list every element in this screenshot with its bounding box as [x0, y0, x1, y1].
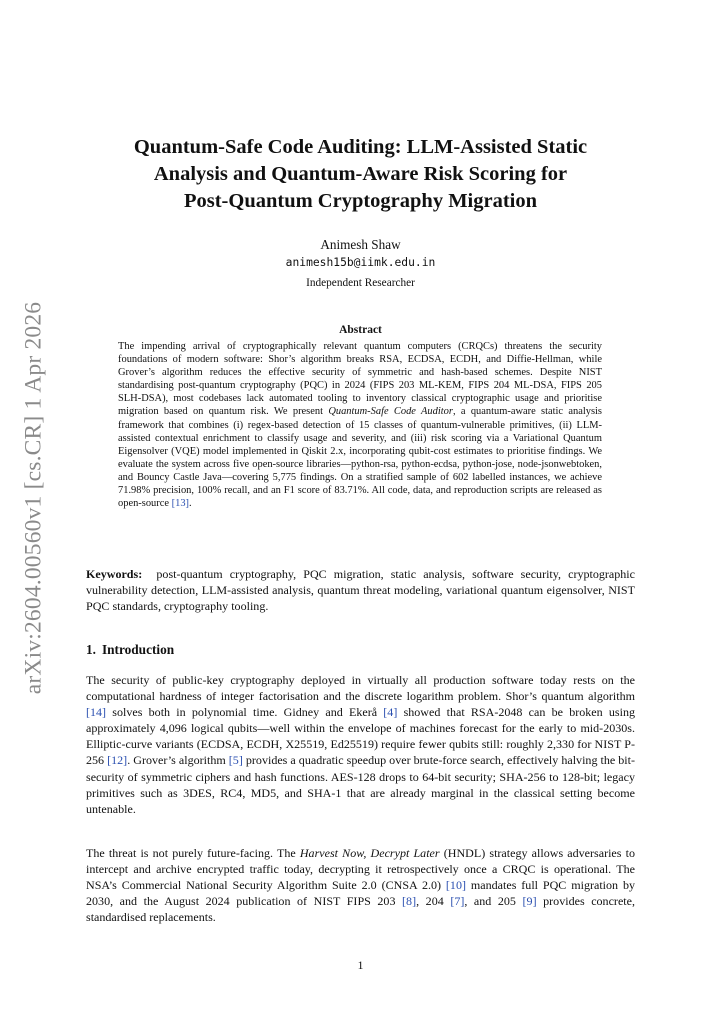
para-text: (HNDL) strategy allows adversaries to intercept and archive encrypted traffic today, decrypting it retrospectively once a CRQC is operational. The NSA’s Commercial National Security Algorithm Suite 2.0 (CNSA 2.0): [86, 846, 635, 893]
citation-link[interactable]: [5]: [228, 753, 243, 768]
para-text: The threat is not purely future-facing. The: [86, 846, 300, 860]
section-title: Introduction: [101, 642, 175, 657]
title-line-3: Post-Quantum Cryptography Migration: [183, 190, 538, 212]
para-text: provides concrete, standardised replacements.: [86, 894, 635, 925]
abstract-heading: Abstract: [339, 324, 382, 336]
para-text: , and 205: [464, 894, 523, 909]
keywords: [86, 566, 635, 614]
title-line-1: Quantum-Safe Code Auditing: LLM-Assisted Static: [133, 136, 588, 158]
author-affiliation: Independent Researcher: [306, 277, 415, 289]
intro-paragraph-2: [86, 845, 635, 925]
para-text: showed that RSA-2048 can be broken using approximately 4,096 logical qubits—well within the envelope of machines forecast for the early to mid-2030s. Elliptic-curve variants (ECDSA, ECDH, X25519, Ed25519) require fewer qubits still: roughly 2,330 for NIST P-256: [86, 705, 635, 768]
tool-name: Quantum-Safe Code Auditor: [328, 406, 453, 418]
author-email: animesh15b@iimk.edu.in: [285, 256, 436, 269]
arxiv-identifier: arXiv:2604.00560v1 [cs.CR] 1 Apr 2026: [20, 301, 47, 695]
section-number: 1.: [86, 642, 96, 657]
title-line-2: Analysis and Quantum-Aware Risk Scoring for: [153, 163, 568, 185]
para-text: , 204: [416, 894, 451, 909]
abstract-text-c: .: [189, 498, 192, 510]
citation-link[interactable]: [9]: [522, 894, 537, 909]
citation-link[interactable]: [13]: [171, 498, 190, 510]
para-text: provides a quadratic speedup over brute-force search, effectively halving the bit-security of symmetric ciphers and hash functions. AES-128 drops to 64-bit security; SHA-256 to 128-bit; legacy primitives such as 3DES, RC4, MD5, and SHA-1 that are already marginal in the classical setting become untenable.: [86, 753, 635, 816]
abstract-text-b: , a quantum-aware static analysis framework that combines (i) regex-based detection of 15 classes of quantum-vulnerable primitives, (ii) LLM-assisted contextual enrichment to classify usage and severity, and (iii) risk scoring via a Variational Quantum Eigensolver (VQE) model implemented in Qiskit 2.x, incorporating qubit-cost estimates to prioritise findings. We evaluate the system across five open-source libraries—python-rsa, python-ecdsa, python-jose, node-jsonwebtoken, and Bouncy Castle Java—covering 5,775 findings. On a stratified sample of 602 labelled instances, we achieve 71.98% precision, 100% recall, and an F1 score of 83.71%. All code, data, and reproduction scripts are released as open-source: [118, 406, 602, 510]
section-heading: [86, 642, 174, 658]
author-name: Animesh Shaw: [320, 237, 401, 252]
citation-link[interactable]: [4]: [383, 705, 398, 720]
citation-link[interactable]: [7]: [450, 894, 465, 909]
citation-link[interactable]: [14]: [86, 705, 107, 720]
hndl-term: Harvest Now, Decrypt Later: [299, 846, 440, 860]
intro-paragraph-1: [86, 672, 635, 817]
citation-link[interactable]: [10]: [445, 878, 466, 893]
para-text: . Grover’s algorithm: [127, 753, 229, 768]
para-text: mandates full PQC migration by 2030, and the August 2024 publication of NIST FIPS 203: [86, 878, 636, 909]
para-text: The security of public-key cryptography deployed in virtually all production software today rests on the computational hardness of integer factorisation and the discrete logarithm problem. Shor’s quantum algorithm: [86, 673, 635, 704]
citation-link[interactable]: [12]: [107, 753, 128, 768]
abstract-text: [118, 340, 602, 510]
para-text: solves both in polynomial time. Gidney and Ekerå: [106, 705, 384, 720]
citation-link[interactable]: [8]: [402, 894, 417, 909]
page-number: 1: [357, 958, 364, 972]
abstract-text-a: The impending arrival of cryptographically relevant quantum computers (CRQCs) threatens the security foundations of modern software: Shor’s algorithm breaks RSA, ECDSA, ECDH, and Diffie-Hellman, while Grover’s algorithm reduces the effective security of symmetric and hash-based schemes. Despite NIST standardising post-quantum cryptography (PQC) in 2024 (FIPS 203 ML-KEM, FIPS 204 ML-DSA, FIPS 205 SLH-DSA), most codebases lack automated tooling to inventory classical cryptographic usage and prioritise migration based on quantum risk. We present: [118, 341, 602, 418]
paper-title: [86, 134, 635, 215]
keywords-text: post-quantum cryptography, PQC migration, static analysis, software security, cryptographic vulnerability detection, LLM-assisted analysis, quantum threat modeling, variational quantum eigensolver, NIST PQC standards, cryptography tooling.: [86, 567, 636, 613]
keywords-label: Keywords:: [86, 567, 143, 581]
